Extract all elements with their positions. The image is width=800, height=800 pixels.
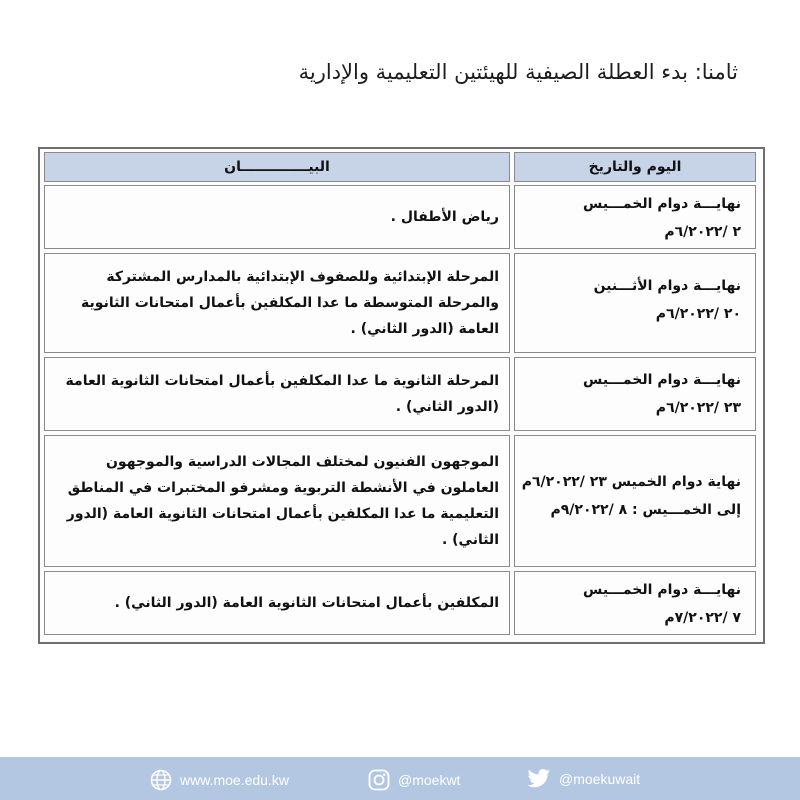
footer-bar	[0, 757, 800, 800]
date-line-2: ٢ /٦/٢٠٢٢م	[664, 224, 741, 240]
description-text: الموجهون الفنيون لمختلف المجالات الدراسية والموجهون العاملون في الأنشطة التربوية ومشرفو المختبرات في المناطق التعليمية ما عدا المكلفين بأعمال امتحانات الثانوية العامة (الدور الثاني) .	[66, 454, 499, 548]
globe-icon	[150, 769, 172, 791]
date-line-2: ٢٣ /٦/٢٠٢٢م	[655, 400, 741, 416]
header-description: البيــــــــــــــان	[44, 152, 510, 182]
table-row-3-description	[44, 357, 510, 431]
website-text: www.moe.edu.kw	[180, 772, 289, 788]
twitter-bird-icon	[527, 769, 551, 789]
description-text: المرحلة الثانوية ما عدا المكلفين بأعمال امتحانات الثانوية العامة (الدور الثاني) .	[65, 373, 499, 415]
instagram-icon	[368, 769, 390, 791]
instagram-link[interactable]	[368, 769, 460, 791]
table-row-4-date	[514, 435, 756, 567]
date-line-1: نهايـــة دوام الخمـــيس	[583, 582, 741, 598]
date-line-2: ٢٠ /٦/٢٠٢٢م	[655, 306, 741, 322]
date-line-1: نهايـــة دوام الخمـــيس	[583, 196, 741, 212]
table-row-5-description	[44, 571, 510, 635]
date-line-2: إلى الخمـــيس : ٨ /٩/٢٠٢٢م	[550, 502, 741, 518]
table-row-4-description	[44, 435, 510, 567]
description-text: المرحلة الإبتدائية وللصفوف الإبتدائية بالمدارس المشتركة والمرحلة المتوسطة ما عدا المكلفين بأعمال امتحانات الثانوية العامة (الدور الثاني) .	[81, 269, 499, 337]
date-line-2: ٧ /٧/٢٠٢٢م	[664, 610, 741, 626]
table-row-1-date	[514, 185, 756, 249]
page-title: ثامنا: بدء العطلة الصيفية للهيئتين التعليمية والإدارية	[298, 60, 738, 84]
date-line-1: نهايـــة دوام الخمـــيس	[583, 372, 741, 388]
description-text: المكلفين بأعمال امتحانات الثانوية العامة (الدور الثاني) .	[114, 595, 499, 611]
twitter-handle: @moekuwait	[559, 771, 641, 787]
date-line-1: نهايـــة دوام الأثـــنين	[593, 278, 741, 294]
instagram-handle: @moekwt	[398, 772, 461, 788]
website-link[interactable]	[150, 769, 289, 791]
table-row-5-date	[514, 571, 756, 635]
table-row-2-description	[44, 253, 510, 353]
table-row-3-date	[514, 357, 756, 431]
twitter-link[interactable]	[527, 769, 640, 789]
header-date: اليوم والتاريخ	[514, 152, 756, 182]
table-row-2-date	[514, 253, 756, 353]
description-text: رياض الأطفال .	[390, 209, 499, 225]
date-line-1: نهاية دوام الخميس ٢٣ /٦/٢٠٢٢م	[521, 474, 741, 490]
table-row-1-description	[44, 185, 510, 249]
